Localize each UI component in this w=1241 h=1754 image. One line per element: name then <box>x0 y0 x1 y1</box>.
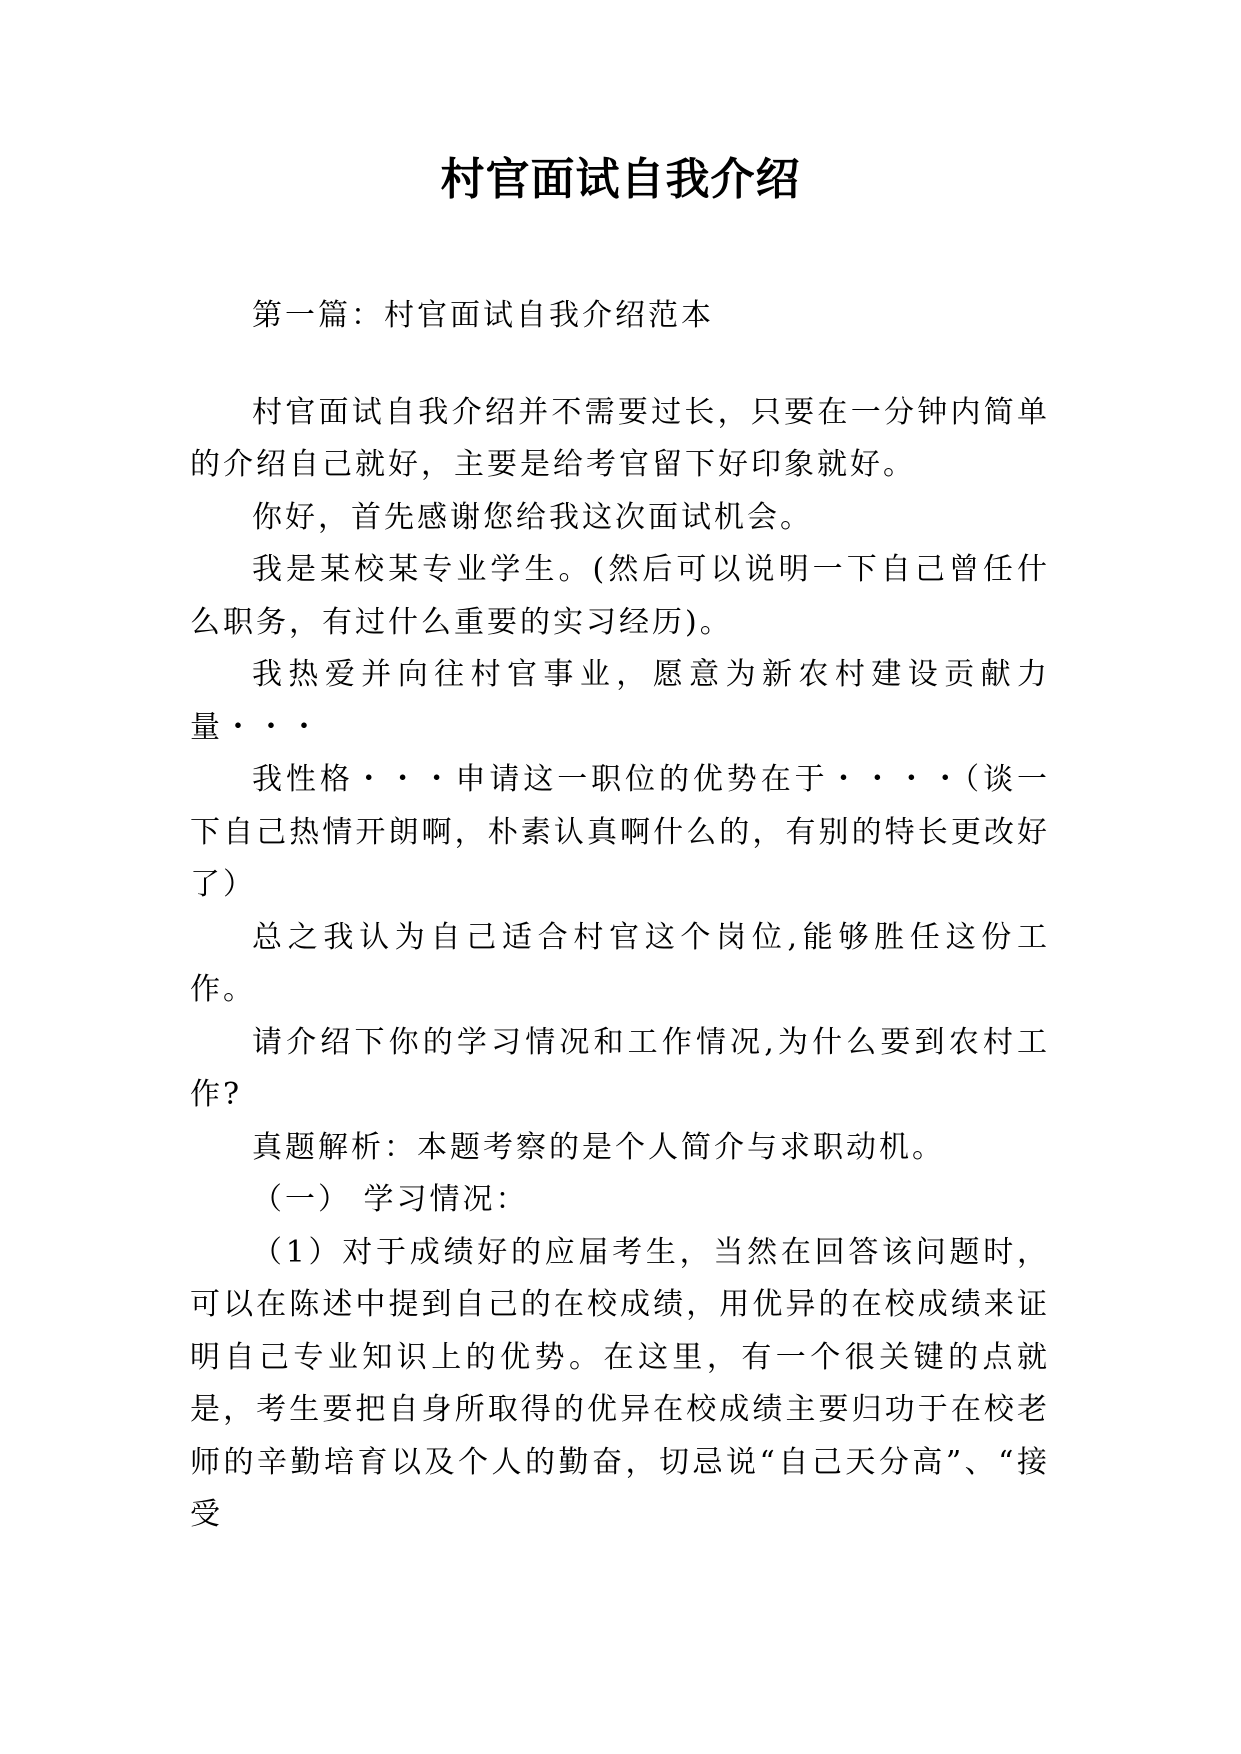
paragraph: 请介绍下你的学习情况和工作情况,为什么要到农村工作? <box>190 1024 1050 1112</box>
paragraph: 真题解析：本题考察的是个人简介与求职动机。 <box>252 1129 945 1165</box>
paragraph: 我性格・・・申请这一职位的优势在于・・・・（谈一下自己热情开朗啊，朴素认真啊什么的，有别的特长更改好了） <box>190 762 1050 902</box>
document-body <box>190 290 1050 1542</box>
paragraph: 总之我认为自己适合村官这个岗位,能够胜任这份工作。 <box>190 919 1050 1007</box>
paragraph: （一） 学习情况： <box>252 1182 529 1217</box>
paragraph: 村官面试自我介绍并不需要过长，只要在一分钟内简单的介绍自己就好，主要是给考官留下好印象就好。 <box>190 394 1050 482</box>
paragraph: 你好，首先感谢您给我这次面试机会。 <box>252 499 813 535</box>
paragraph: 我是某校某专业学生。(然后可以说明一下自己曾任什么职务，有过什么重要的实习经历)。 <box>190 552 1050 640</box>
section-heading: 第一篇：村官面试自我介绍范本 <box>252 298 714 333</box>
paragraph: （1）对于成绩好的应届考生，当然在回答该问题时，可以在陈述中提到自己的在校成绩，用优异的在校成绩来证明自己专业知识上的优势。在这里，有一个很关键的点就是，考生要把自身所取得的优异在校成绩主要归功于在校老师的辛勤培育以及个人的勤奋，切忌说“自己天分高”、“接受 <box>190 1234 1050 1532</box>
document-title: 村官面试自我介绍 <box>440 154 801 205</box>
paragraph: 我热爱并向往村官事业，愿意为新农村建设贡献力量・・・ <box>190 657 1050 745</box>
